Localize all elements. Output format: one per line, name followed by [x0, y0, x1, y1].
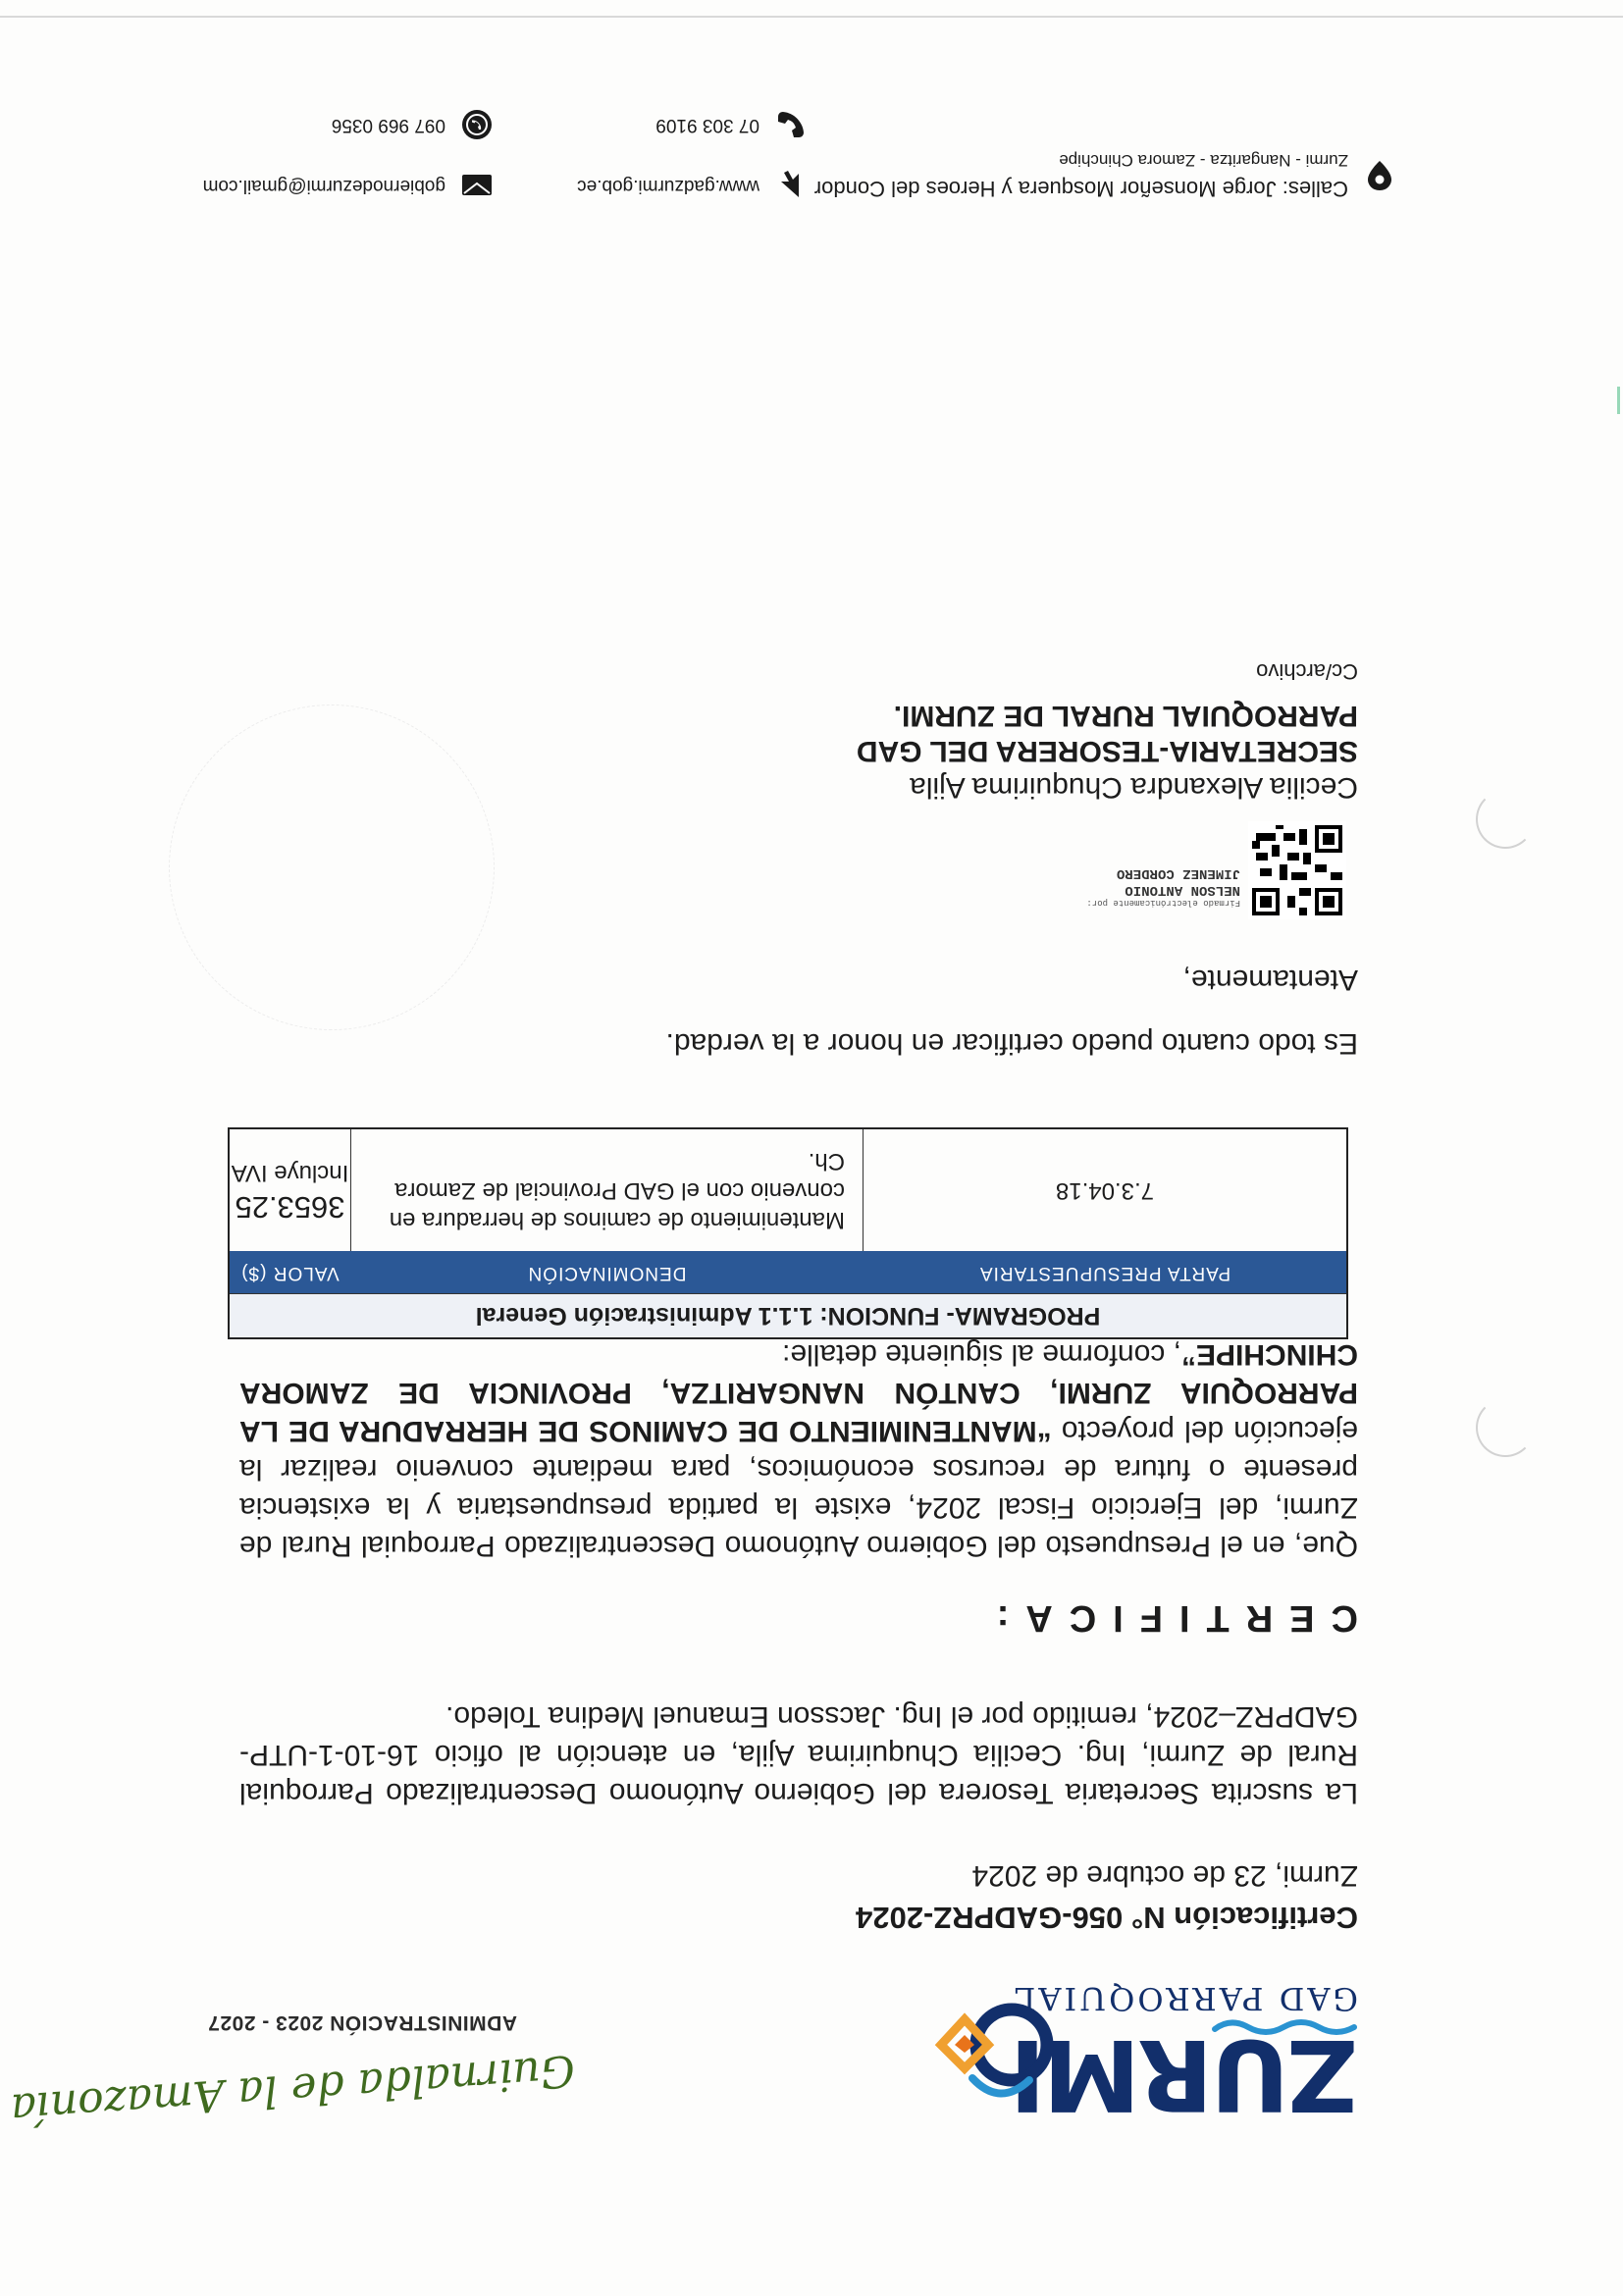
intro-paragraph: La suscrita Secretaria Tesorera del Gobierno Autónomo Descentralizado Parroquial Rural de Zurmi, Ing. Cecilia Chuquirima Ajila, en atención al oficio 16-10-1-UTP-GADPRZ–2024, remitido por el Ing. Jacsson Emanuel Medina Toledo. [239, 1700, 1358, 1809]
closing-statement: Es todo cuanto puedo certificar en honor a la verdad. [665, 1027, 1358, 1060]
signature-metadata [1086, 864, 1240, 908]
zurmi-wordmark: ZURMI [1012, 2017, 1358, 2132]
header-denominacion: DENOMINACIÓN [351, 1252, 864, 1294]
footer-address [814, 150, 1397, 201]
city-line: Zurmi - Nangaritza - Zamora Chinchipe [1059, 151, 1348, 170]
faint-stamp [169, 704, 495, 1030]
punch-hole-mark [1476, 1398, 1535, 1457]
denominacion-cell: Mantenimiento de caminos de herradura en convenio con el GAD Provincial de Zamora Ch. [351, 1128, 864, 1252]
regards-line: Atentamente, [1182, 964, 1358, 996]
certification-paragraph [239, 1335, 1358, 1565]
whatsapp-icon [459, 107, 495, 142]
header-partida: PARTA PRESUPUESTARIA [864, 1252, 1348, 1294]
phone-text: 07 303 9109 [655, 115, 759, 135]
signatory-title: SECRETARIA-TESORERA DEL GAD PARROQUIAL RURAL DE ZURMI. [856, 700, 1358, 767]
table-header-row [229, 1252, 1347, 1294]
certification-text-start: Que, en el Presupuesto del Gobierno Autónomo Descentralizado Parroquial Rural de Zurmi, del Ejercicio Fiscal 2024, existe la partida presupuestaria y la existencia presente o futura de recursos económicos, para mediante convenio realizar la ejecución del proyecto [239, 1415, 1358, 1562]
header-valor: VALOR ($) [229, 1252, 351, 1294]
address-line: Calles: Jorge Monseñor Mosquera y Heroes del Condor [813, 177, 1348, 201]
budget-table [228, 1127, 1348, 1339]
mobile-text: 097 969 0356 [331, 115, 445, 135]
address-text [814, 150, 1348, 201]
valor-note: Incluye IVA [231, 1160, 349, 1187]
gad-parroquial-label: GAD PARROQUIAL [1012, 1980, 1358, 2017]
footer-email [203, 168, 495, 203]
esign-signer-line1: NELSON ANTONIO [1125, 882, 1240, 898]
certifica-heading: CERTIFICA: [979, 1597, 1358, 1639]
date-line: Zurmi, 23 de octubre de 2024 [971, 1859, 1358, 1892]
valor-amount: 3653.25 [235, 1190, 345, 1226]
slogan: Guirnalda de la Amazonía [9, 2045, 577, 2135]
website-text: www.gadzurmi.gob.ec [577, 176, 759, 196]
footer-mobile [332, 107, 495, 142]
footer [190, 83, 1397, 211]
scan-side-mark [1617, 387, 1620, 414]
electronic-signature [1022, 811, 1346, 919]
esign-tag: Firmado electrónicamente por: [1086, 898, 1240, 908]
certification-text-end: , conforme al siguiente detalle: [782, 1338, 1181, 1371]
footer-phone [655, 107, 809, 142]
email-text: gobiernodezurmi@gmail.com [202, 176, 445, 196]
zurmi-emblem-icon [921, 1989, 1059, 2102]
certificate-number: Certificación N° 056-GADPRZ-2024 [856, 1901, 1358, 1935]
valor-cell [229, 1128, 351, 1252]
cursor-click-icon [773, 168, 809, 203]
qr-code-icon [1248, 821, 1346, 919]
punch-hole-mark [1476, 790, 1535, 849]
signatory-name: Cecilia Alexandra Chuquirima Ajila [910, 771, 1358, 804]
phone-icon [773, 107, 809, 142]
scan-edge-line [0, 16, 1623, 18]
administration-period: ADMINISTRACIÓN 2023 - 2027 [207, 2011, 517, 2034]
location-pin-icon [1362, 158, 1397, 193]
esign-signer-line2: JIMENEZ CORDERO [1116, 865, 1240, 881]
program-function-row: PROGRAMA- FUNCION: 1.1.1 Administración General [229, 1294, 1347, 1339]
envelope-icon [459, 168, 495, 203]
cc-line: Cc/archivo [1256, 659, 1358, 684]
footer-website [577, 168, 809, 203]
table-row [229, 1128, 1347, 1252]
project-name: “MANTENIMIENTO DE CAMINOS DE HERRADURA DE LA PARROQUIA ZURMI, CANTÓN NANGARITZA, PROVINCIA DE ZAMORA CHINCHIPE” [239, 1338, 1358, 1447]
zurmi-logo [867, 1962, 1358, 2132]
partida-cell: 7.3.04.18 [864, 1128, 1348, 1252]
